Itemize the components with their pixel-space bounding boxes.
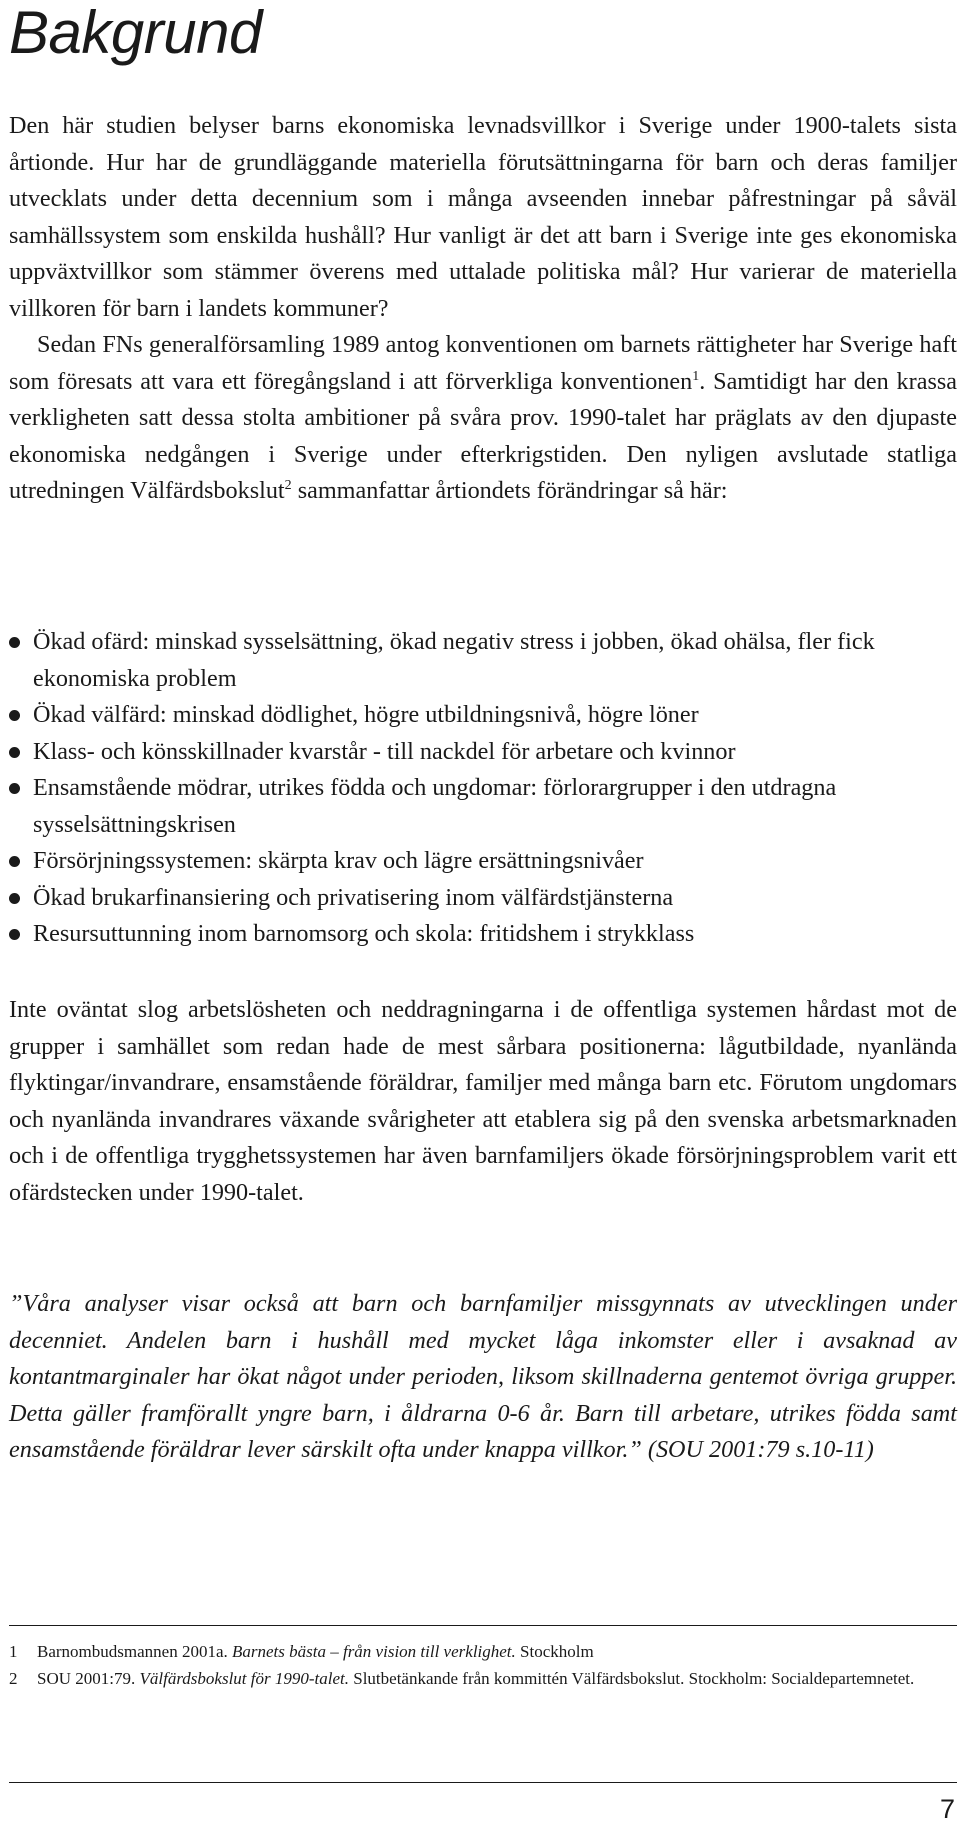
bullet-item: Ensamstående mödrar, utrikes födda och ungdomar: förlorargrupper i den utdragna sysselsättningskrisen <box>9 770 957 843</box>
quote-text: ”Våra analyser visar också att barn och barnfamiljer missgynnats av utvecklingen under decenniet. Andelen barn i hushåll med mycket låga inkomster eller i avsaknad av kontantmarginaler har ökat något under perioden, liksom skillnaderna gentemot övriga grupper. Detta gäller framförallt yngre barn, i åldrarna 0-6 år. Barn till arbetare, utrikes födda samt ensamstående föräldrar lever särskilt ofta under knappa villkor.” (SOU 2001:79 s.10-11) <box>9 1290 957 1463</box>
footnote-title: Barnets bästa – från vision till verklighet. <box>232 1642 516 1661</box>
footnote-number: 2 <box>9 1669 18 1688</box>
intro-paragraph: Den här studien belyser barns ekonomiska levnadsvillkor i Sverige under 1900-talets sista årtionde. Hur har de grundläggande materiella förutsättningarna för barn och deras familjer utvecklats under detta decennium som i många avseenden innebar påfrestningar på såväl samhällssystem som enskilda hushåll? Hur vanligt är det att barn i Sverige inte ges ekonomiska uppväxtvillkor som stämmer överens med uttalade politiska mål? Hur varierar de materiella villkoren för barn i landets kommuner? <box>9 112 957 322</box>
bullet-item: Ökad ofärd: minskad sysselsättning, ökad negativ stress i jobben, ökad ohälsa, fler fick ekonomiska problem <box>9 624 957 697</box>
convention-text-b: . Samtidigt har den krassa verkligheten satt dessa stolta ambitioner på svåra prov. 1990-talet har präglats av den djupaste ekonomiska nedgången i Sverige under efterkrigstiden. Den nyligen avslutade statliga utredningen Välfärdsbokslut <box>9 367 958 504</box>
bullet-item: Ökad brukarfinansiering och privatisering inom välfärdstjänsterna <box>9 880 957 917</box>
footnote-text: Barnombudsmannen 2001a. <box>37 1642 232 1661</box>
bullet-item: Klass- och könsskillnader kvarstår - till nackdel för arbetare och kvinnor <box>9 734 957 771</box>
footnote-title: Välfärdsbokslut för 1990-talet. <box>139 1669 349 1688</box>
footnote-divider <box>9 1625 957 1626</box>
unemployment-paragraph <box>9 992 957 1211</box>
page-number: 7 <box>939 1794 955 1824</box>
convention-text-a: Sedan FNs generalförsamling 1989 antog konventionen om barnets rättigheter har Sverige haft som föresats att vara ett föregångsland i att förverkliga konventionen <box>9 331 957 395</box>
bullet-item: Försörjningssystemen: skärpta krav och lägre ersättningsnivåer <box>9 843 957 880</box>
footnote-ref-1: 1 <box>692 368 700 384</box>
page-heading: Bakgrund <box>9 0 262 66</box>
unemployment-paragraph-text: Inte oväntat slog arbetslösheten och neddragningarna i de offentliga systemen hårdast mot de grupper i samhället som redan hade de mest sårbara positionerna: lågutbildade, nyanlända flyktingar/invandrare, ensamstående föräldrar, familjer med många barn etc. Förutom ungdomars och nyanlända invandrares växande svårigheter att etablera sig på den svenska arbetsmarknaden och i de offentliga trygghetssystemen har även barnfamiljers ökade försörjningsproblem varit ett ofärdstecken under 1990-talet. <box>9 996 957 1206</box>
footnote-text: Stockholm <box>515 1642 594 1661</box>
footnote-text: SOU 2001:79. <box>37 1669 140 1688</box>
footnote-text: Slutbetänkande från kommittén Välfärdsbokslut. Stockholm: Socialdepartemnetet. <box>349 1669 915 1688</box>
convention-text-c: sammanfattar årtiondets förändringar så här: <box>291 477 728 504</box>
footnote-2 <box>9 1665 957 1692</box>
bullet-item: Ökad välfärd: minskad dödlighet, högre utbildningsnivå, högre löner <box>9 697 957 734</box>
footnote-1 <box>9 1638 957 1665</box>
summary-bullet-list <box>9 624 957 953</box>
intro-section <box>9 108 957 510</box>
block-quote <box>9 1286 957 1469</box>
footnote-number: 1 <box>9 1642 18 1661</box>
footnotes <box>9 1638 957 1692</box>
bullet-item: Resursuttunning inom barnomsorg och skola: fritidshem i strykklass <box>9 916 957 953</box>
page-footer-divider <box>9 1782 957 1783</box>
convention-paragraph <box>9 327 957 510</box>
footnote-ref-2: 2 <box>284 477 292 493</box>
